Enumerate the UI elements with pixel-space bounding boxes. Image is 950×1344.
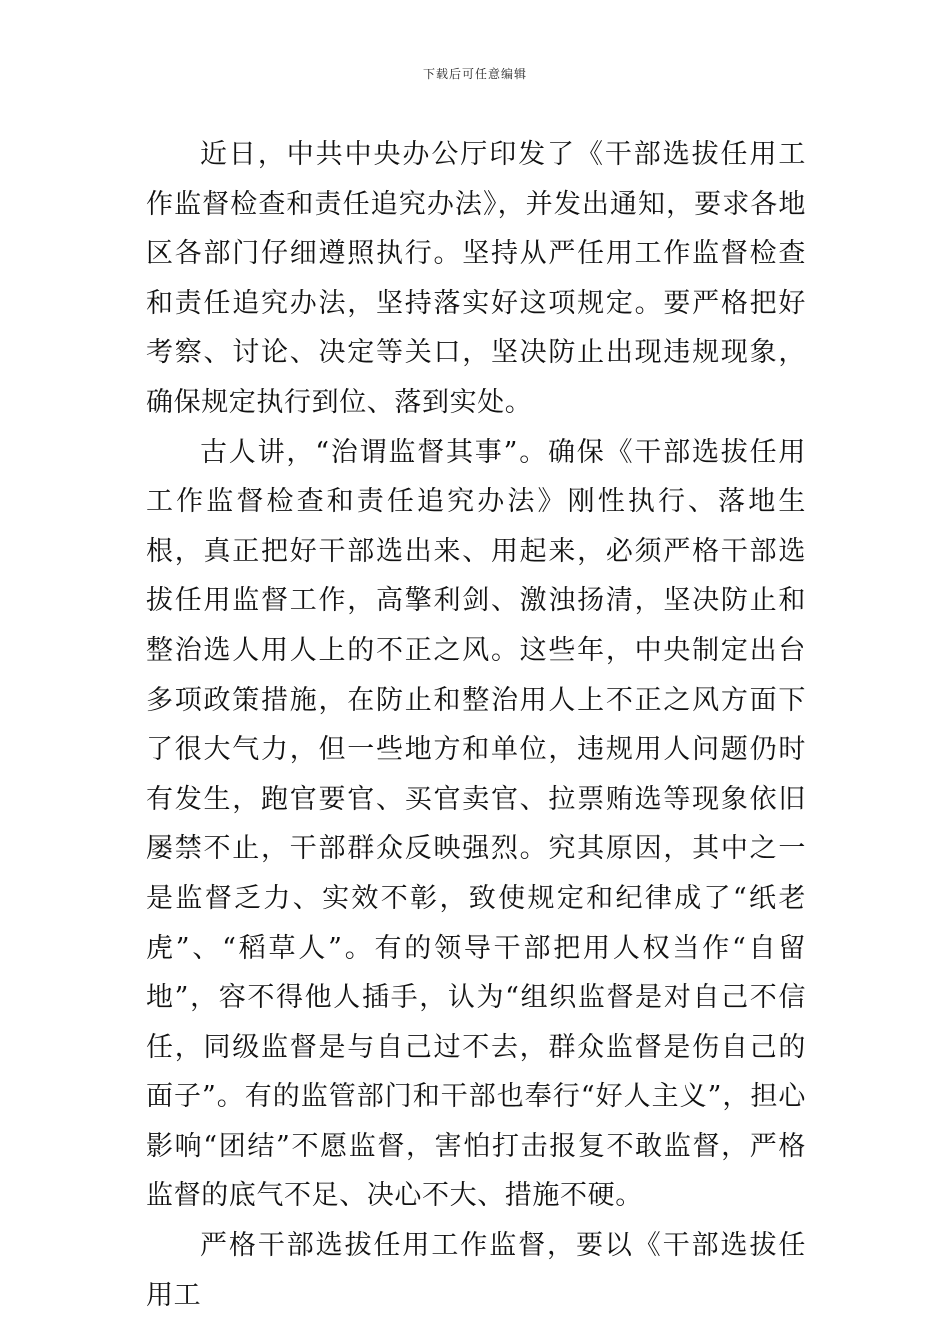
paragraph-3: 严格干部选拔任用工作监督，要以《干部选拔任用工 — [146, 1230, 806, 1311]
paragraph-1: 近日，中共中央办公厅印发了《干部选拔任用工作监督检查和责任追究办法》，并发出通知，要求各地区各部门仔细遵照执行。坚持从严任用工作监督检查和责任追究办法，坚持落实好这项规定。要严格把好考察、讨论、决定等关口，坚决防止出现违规现象，确保规定执行到位、落到实处。 — [146, 139, 806, 418]
paragraph-2: 古人讲，“治谓监督其事”。确保《干部选拔任用工作监督检查和责任追究办法》刚性执行、落地生根，真正把好干部选出来、用起来，必须严格干部选拔任用监督工作，高擎利剑、激浊扬清，坚决防止和整治选人用人上的不正之风。这些年，中央制定出台多项政策措施，在防止和整治用人上不正之风方面下了很大气力，但一些地方和单位，违规用人问题仍时有发生，跑官要官、买官卖官、拉票贿选等现象依旧屡禁不止，干部群众反映强烈。究其原因，其中之一是监督乏力、实效不彰，致使规定和纪律成了“纸老虎”、“稻草人”。有的领导干部把用人权当作“自留地”，容不得他人插手，认为“组织监督是对自己不信任，同级监督是与自己过不去，群众监督是伤自己的面子”。有的监管部门和干部也奉行“好人主义”，担心影响“团结”不愿监督，害怕打击报复不敢监督，严格监督的底气不足、决心不大、措施不硬。 — [146, 436, 806, 1212]
header-note: 下载后可任意编辑 — [422, 67, 527, 81]
document-body — [146, 130, 806, 1320]
